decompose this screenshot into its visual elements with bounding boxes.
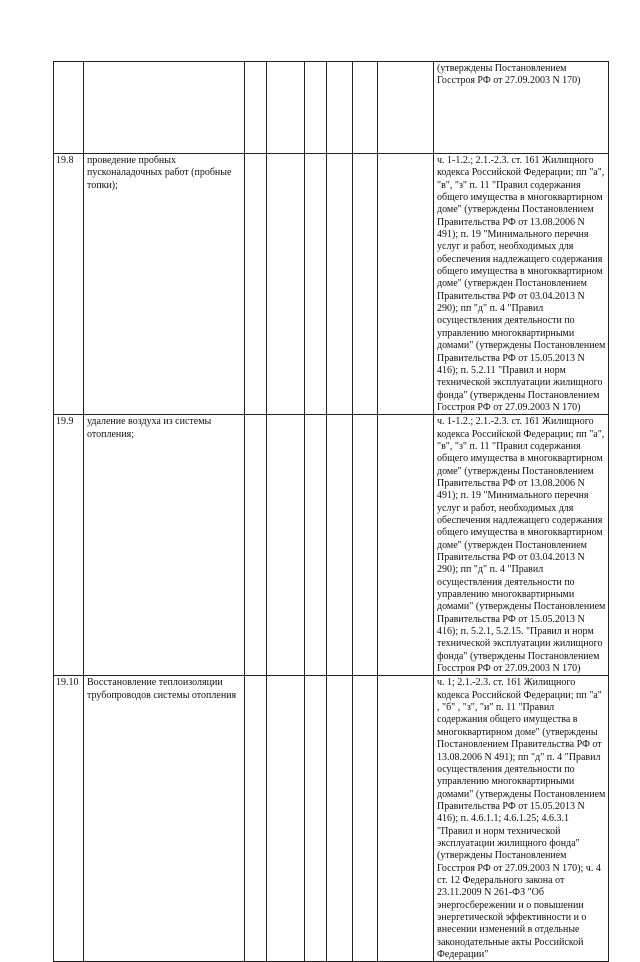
row-number-cell	[54, 676, 84, 962]
row-number: 19.9	[56, 416, 74, 428]
work-name: проведение пробных пусконаладочных работ (пробные топки);	[87, 155, 232, 191]
empty-cell	[267, 154, 305, 415]
table-row	[54, 415, 609, 676]
legal-basis-text: (утверждены Постановлением Госстроя РФ от 27.09.2003 N 170)	[437, 63, 581, 87]
empty-cell	[327, 62, 353, 154]
empty-cell	[378, 676, 434, 962]
empty-cell	[327, 676, 353, 962]
empty-cell	[353, 676, 378, 962]
empty-cell	[305, 154, 327, 415]
legal-basis-text: ч. 1-1.2.; 2.1.-2.3. ст. 161 Жилищного кодекса Российской Федерации; пп "а", "в", "з" п. 11 "Правил содержания общего имущества в многоквартирном доме" (утверждены Постановлением Правительства РФ от 13.08.2006 N 491); п. 19 "Минимального перечня услуг и работ, необходимых для обеспечения надлежащего содержания общего имущества в многоквартирном доме" (утвержден Постановлением Правительства РФ от 03.04.2013 N 290); пп "д" п. 4 "Правил осуществления деятельности по управлению многоквартирными домами" (утверждены Постановлением Правительства РФ от 15.05.2013 N 416); п. 5.2.1, 5.2.15. "Правил и норм технической эксплуатации жилищного фонда" (утверждены Постановлением Госстроя РФ от 27.09.2003 N 170)	[437, 416, 606, 675]
legal-basis-text: ч. 1; 2.1.-2.3. ст. 161 Жилищного кодекса Российской Федерации; пп "а" , "б" , "з", "и" п. 11 "Правил содержания общего имущества в многоквартирном доме" (утверждены Постановлением Правительства РФ от 13.08.2006 N 491); пп "д" п. 4 "Правил осуществления деятельности по управлению многоквартирными домами" (утверждены Постановлением Правительства РФ от 15.05.2013 N 416); п. 4.6.1.1; 4.6.1.25; 4.6.3.1 "Правил и норм технической эксплуатации жилищного фонда" (утверждены Постановлением Госстроя РФ от 27.09.2003 N 170); ч. 4 ст. 12 Федерального закона от 23.11.2009 N 261-ФЗ "Об энергосбережении и о повышении энергетической эффективности и о внесении изменений в отдельные законодательные акты Российской Федерации"	[437, 677, 606, 960]
empty-cell	[353, 415, 378, 676]
row-number: 19.10	[56, 677, 79, 689]
table-row	[54, 676, 609, 962]
empty-cell	[353, 154, 378, 415]
empty-cell	[378, 62, 434, 154]
work-name-cell	[84, 676, 245, 962]
empty-cell	[305, 62, 327, 154]
empty-cell	[378, 154, 434, 415]
table-row	[54, 154, 609, 415]
empty-cell	[245, 154, 267, 415]
row-number-cell	[54, 415, 84, 676]
work-name-cell	[84, 62, 245, 154]
empty-cell	[267, 676, 305, 962]
empty-cell	[378, 415, 434, 676]
legal-basis-cell	[434, 415, 609, 676]
row-number-cell	[54, 154, 84, 415]
work-name	[84, 62, 244, 63]
work-name-cell	[84, 154, 245, 415]
row-number-cell	[54, 62, 84, 154]
row-number	[54, 62, 83, 63]
work-name-cell	[84, 415, 245, 676]
empty-cell	[245, 415, 267, 676]
empty-cell	[353, 62, 378, 154]
empty-cell	[305, 676, 327, 962]
legal-basis-text: ч. 1-1.2.; 2.1.-2.3. ст. 161 Жилищного кодекса Российской Федерации; пп "а", "в", "з" п. 11 "Правил содержания общего имущества в многоквартирном доме" (утверждены Постановлением Правительства РФ от 13.08.2006 N 491); п. 19 "Минимального перечня услуг и работ, необходимых для обеспечения надлежащего содержания общего имущества в многоквартирном доме" (утвержден Постановлением Правительства РФ от 03.04.2013 N 290); пп "д" п. 4 "Правил осуществления деятельности по управлению многоквартирными домами" (утверждены Постановлением Правительства РФ от 15.05.2013 N 416); п. 5.2.11 "Правил и норм технической эксплуатации жилищного фонда" (утверждены Постановлением Госстроя РФ от 27.09.2003 N 170)	[437, 155, 606, 413]
row-number: 19.8	[56, 155, 74, 166]
table-row	[54, 62, 609, 154]
empty-cell	[327, 415, 353, 676]
empty-cell	[245, 676, 267, 962]
legal-basis-cell	[434, 154, 609, 415]
empty-cell	[327, 154, 353, 415]
legal-basis-cell	[434, 676, 609, 962]
legal-basis-cell	[434, 62, 609, 154]
empty-cell	[305, 415, 327, 676]
empty-cell	[245, 62, 267, 154]
work-name: Восстановление теплоизоляции трубопроводов системы отопления	[87, 677, 237, 701]
regulations-table	[53, 61, 609, 962]
work-name: удаление воздуха из системы отопления;	[87, 416, 212, 440]
empty-cell	[267, 62, 305, 154]
empty-cell	[267, 415, 305, 676]
